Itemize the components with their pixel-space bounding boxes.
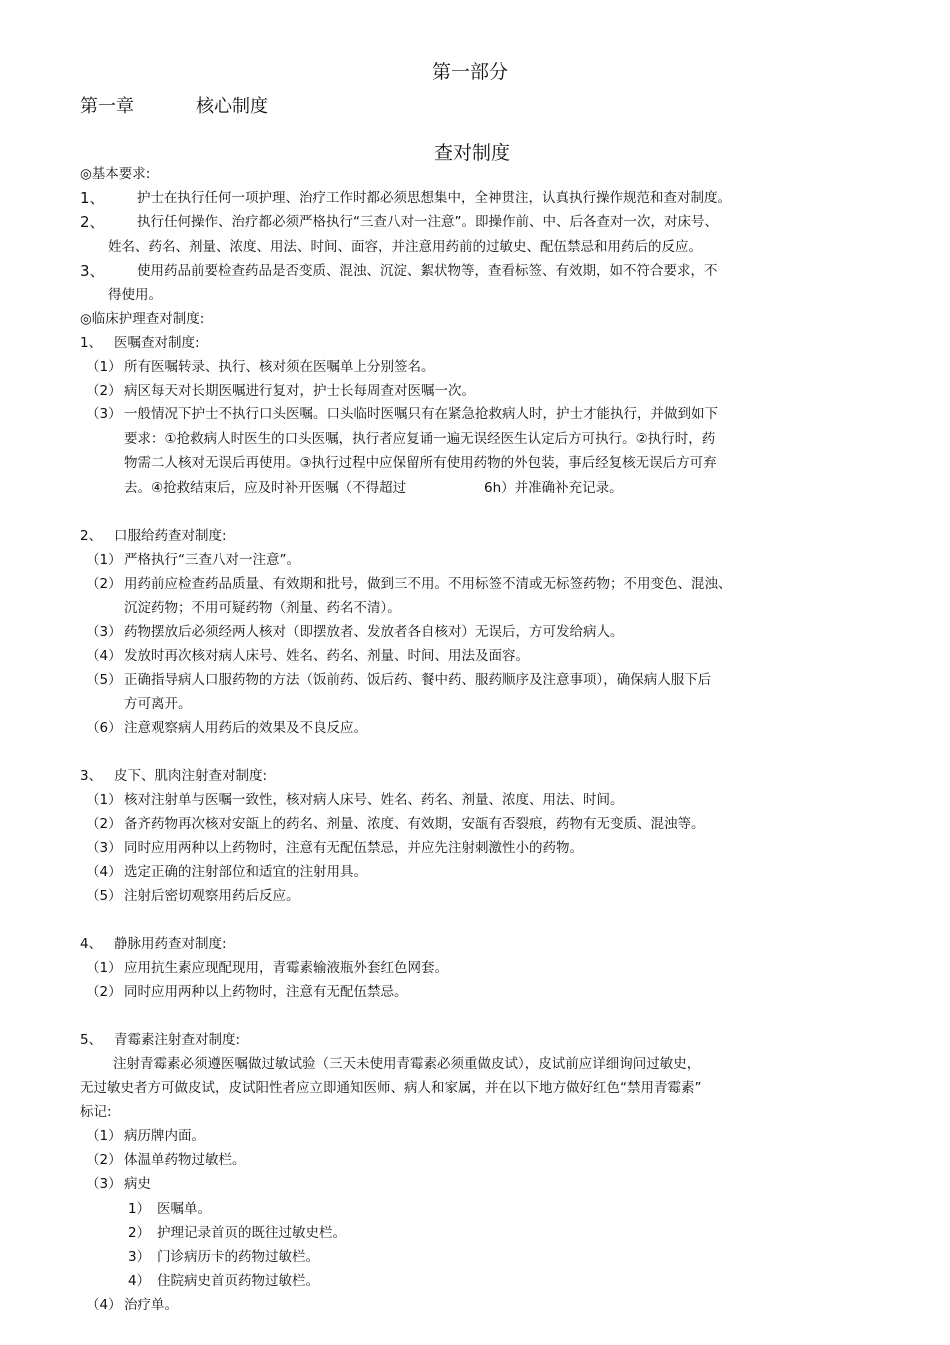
list-item-number: （2） (86, 383, 122, 399)
basic-item-number: 3、 (80, 262, 105, 280)
basic-item-continuation: 得使用。 (108, 287, 162, 303)
section-heading: 青霉素注射查对制度: (114, 1032, 241, 1048)
list-item-text: 发放时再次核对病人床号、姓名、药名、剂量、时间、用法及面容。 (124, 648, 529, 664)
list-item-text: 同时应用两种以上药物时，注意有无配伍禁忌，并应先注射刺激性小的药物。 (124, 840, 583, 856)
sub-item-number: 1） (128, 1201, 151, 1217)
sub-item-text: 门诊病历卡的药物过敏栏。 (157, 1249, 319, 1265)
list-item-number: （1） (86, 792, 122, 808)
list-item-text: 所有医嘱转录、执行、核对须在医嘱单上分别签名。 (124, 359, 435, 375)
sub-item-text: 医嘱单。 (157, 1201, 211, 1217)
list-item-number: （1） (86, 1128, 122, 1144)
basic-item-number: 1、 (80, 189, 105, 207)
list-item-continuation: 6h）并准确补充记录。 (484, 480, 623, 496)
section-title: 查对制度 (433, 142, 510, 164)
section-heading: 口服给药查对制度: (114, 528, 227, 544)
sub-item-text: 护理记录首页的既往过敏史栏。 (157, 1225, 346, 1241)
list-item-number: （3） (86, 624, 122, 640)
list-item-continuation: 要求：①抢救病人时医生的口头医嘱，执行者应复诵一遍无误经医生认定后方可执行。②执行时，药 (124, 431, 716, 447)
section-number: 4、 (80, 936, 103, 952)
list-item-text: 治疗单。 (124, 1297, 178, 1313)
sub-item-number: 4） (128, 1273, 151, 1289)
list-item-continuation: 物需二人核对无误后再使用。③执行过程中应保留所有使用药物的外包装，事后经复核无误后方可弃 (124, 455, 717, 471)
basic-item-text: 使用药品前要检查药品是否变质、混浊、沉淀、絮状物等，查看标签、有效期，如不符合要求，不 (137, 263, 718, 279)
chapter-title: 核心制度 (196, 96, 268, 117)
section-number: 5、 (80, 1032, 103, 1048)
list-item-text: 病历牌内面。 (124, 1128, 205, 1144)
basic-item-text: 护士在执行任何一项护理、治疗工作时都必须思想集中，全神贯注，认真执行操作规范和查对制度。 (137, 190, 731, 206)
list-item-number: （4） (86, 1297, 122, 1313)
list-item-text: 一般情况下护士不执行口头医嘱。口头临时医嘱只有在紧急抢救病人时，护士才能执行，并做到如下 (124, 406, 718, 422)
section-heading: 静脉用药查对制度: (114, 936, 227, 952)
list-item-text: 注意观察病人用药后的效果及不良反应。 (124, 720, 367, 736)
list-item-number: （3） (86, 840, 122, 856)
list-item-text: 同时应用两种以上药物时，注意有无配伍禁忌。 (124, 984, 408, 1000)
section-number: 3、 (80, 768, 103, 784)
list-item-number: （1） (86, 960, 122, 976)
list-item-continuation: 方可离开。 (124, 696, 192, 712)
list-item-number: （4） (86, 864, 122, 880)
list-item-number: （2） (86, 576, 122, 592)
list-item-number: （5） (86, 888, 122, 904)
list-item-text: 应用抗生素应现配现用，青霉素输液瓶外套红色网套。 (124, 960, 448, 976)
list-item-text: 用药前应检查药品质量、有效期和批号，做到三不用。不用标签不清或无标签药物；不用变色、混浊、 (124, 576, 732, 592)
sub-item-number: 2） (128, 1225, 151, 1241)
basic-requirements-header: ◎基本要求: (80, 166, 151, 182)
chapter-number: 第一章 (80, 96, 134, 117)
list-item-text: 药物摆放后必须经两人核对（即摆放者、发放者各自核对）无误后，方可发给病人。 (124, 624, 624, 640)
list-item-text: 选定正确的注射部位和适宜的注射用具。 (124, 864, 367, 880)
list-item-number: （3） (86, 406, 122, 422)
basic-item-number: 2、 (80, 213, 105, 231)
sub-item-number: 3） (128, 1249, 151, 1265)
section-heading: 医嘱查对制度: (114, 335, 200, 351)
list-item-text: 病史 (124, 1176, 151, 1192)
list-item-text: 病区每天对长期医嘱进行复对，护士长每周查对医嘱一次。 (124, 383, 475, 399)
list-item-text: 核对注射单与医嘱一致性，核对病人床号、姓名、药名、剂量、浓度、用法、时间。 (124, 792, 624, 808)
list-item-number: （2） (86, 984, 122, 1000)
list-item-continuation: 沉淀药物；不用可疑药物（剂量、药名不清）。 (124, 600, 401, 616)
paragraph-line: 标记: (80, 1104, 112, 1120)
list-item-text: 注射后密切观察用药后反应。 (124, 888, 300, 904)
clinical-header: ◎临床护理查对制度: (80, 311, 205, 327)
basic-item-continuation: 姓名、药名、剂量、浓度、用法、时间、面容，并注意用药前的过敏史、配伍禁忌和用药后的反应。 (108, 239, 702, 255)
list-item-number: （3） (86, 1176, 122, 1192)
list-item-text: 备齐药物再次核对安瓿上的药名、剂量、浓度、有效期，安瓿有否裂痕，药物有无变质、混浊等。 (124, 816, 705, 832)
section-number: 1、 (80, 335, 103, 351)
section-heading: 皮下、肌肉注射查对制度: (114, 768, 268, 784)
part-title: 第一部分 (431, 61, 508, 83)
sub-item-text: 住院病史首页药物过敏栏。 (157, 1273, 319, 1289)
paragraph-line: 注射青霉素必须遵医嘱做过敏试验（三天未使用青霉素必须重做皮试），皮试前应详细询问过敏史， (113, 1056, 701, 1072)
list-item-number: （2） (86, 816, 122, 832)
list-item-text: 正确指导病人口服药物的方法（饭前药、饭后药、餐中药、服药顺序及注意事项），确保病人服下后 (124, 672, 712, 688)
list-item-number: （4） (86, 648, 122, 664)
list-item-number: （1） (86, 359, 122, 375)
basic-item-text: 执行任何操作、治疗都必须严格执行“三查八对一注意”。即操作前、中、后各查对一次，对床号、 (137, 214, 718, 230)
paragraph-line: 无过敏史者方可做皮试，皮试阳性者应立即通知医师、病人和家属，并在以下地方做好红色“禁用青霉素” (80, 1080, 702, 1096)
list-item-text: 体温单药物过敏栏。 (124, 1152, 246, 1168)
list-item-number: （6） (86, 720, 122, 736)
list-item-number: （5） (86, 672, 122, 688)
list-item-number: （2） (86, 1152, 122, 1168)
list-item-number: （1） (86, 552, 122, 568)
section-number: 2、 (80, 528, 103, 544)
list-item-text: 严格执行“三查八对一注意”。 (124, 552, 300, 568)
list-item-continuation: 去。④抢救结束后，应及时补开医嘱（不得超过 (124, 480, 407, 496)
